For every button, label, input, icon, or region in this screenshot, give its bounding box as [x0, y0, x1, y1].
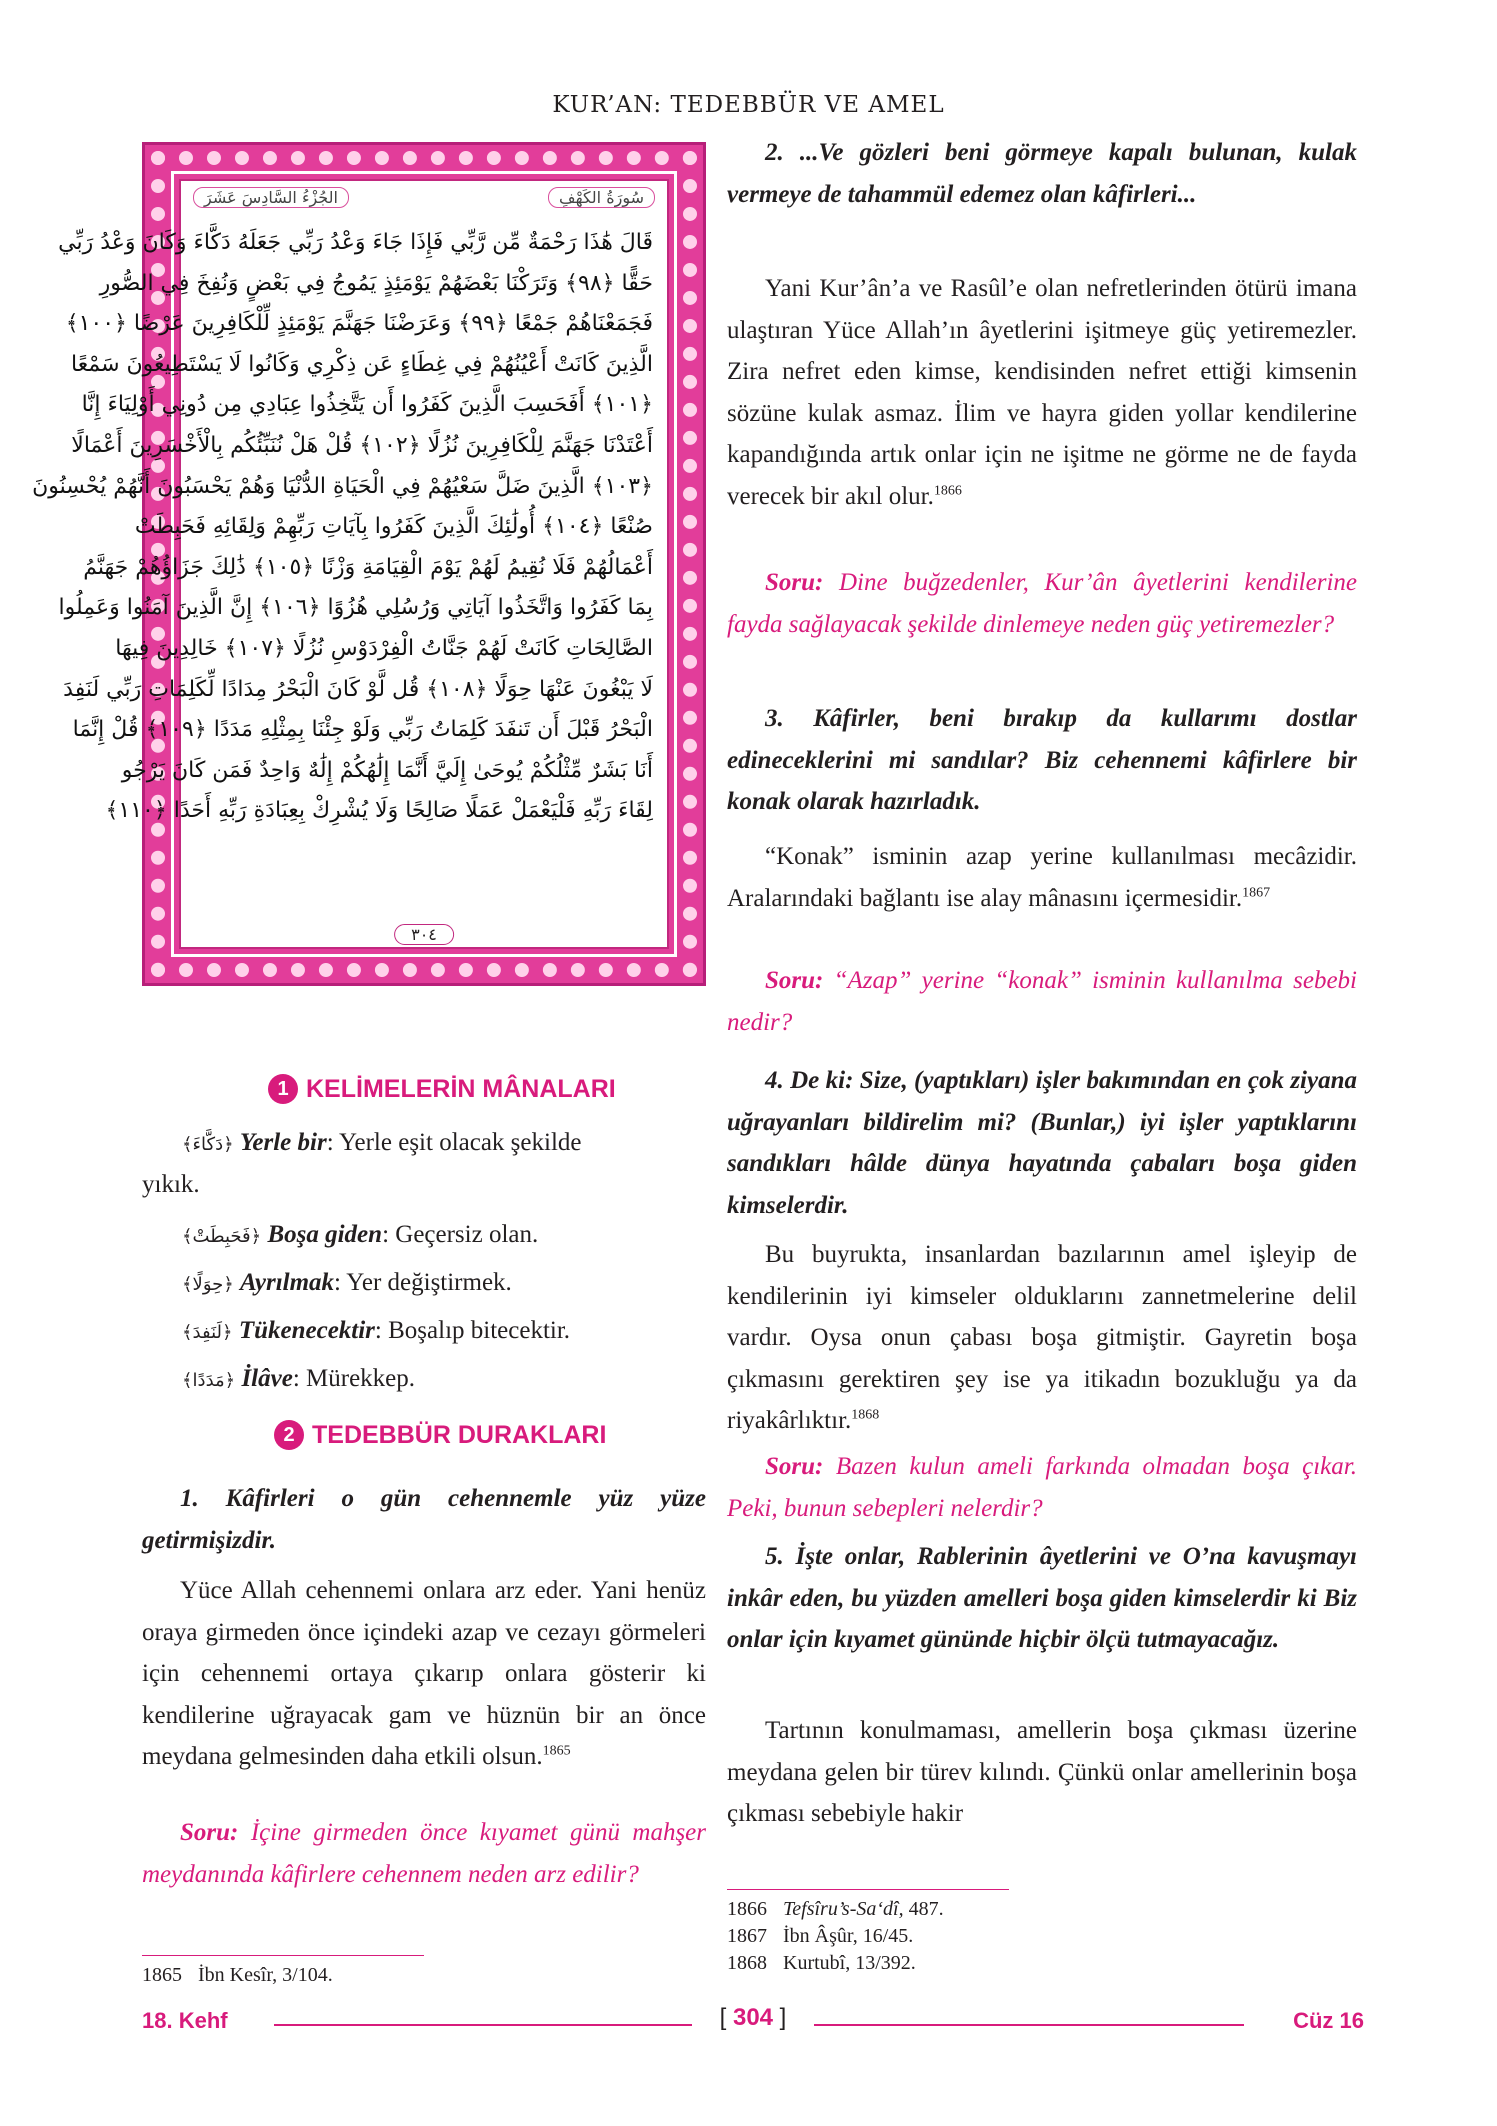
glossary-arabic: ﴿حِوَلًا﴾ [182, 1274, 234, 1295]
question-label: Soru: [180, 1819, 239, 1846]
quran-page-number: ٣٠٤ [394, 924, 454, 945]
commentary-5: Tartının konulmaması, amellerin boşa çıkması üzerine meydana gelen bir türev kılındı. Çünkü onlar amellerinin boşa çıkması sebebiyle hakir [727, 1717, 1357, 1827]
glossary-term: Boşa giden [267, 1221, 383, 1248]
question-text: Bazen kulun ameli farkında olmadan boşa çıkar. Peki, bunun sebepleri nelerdir? [727, 1453, 1357, 1522]
verse-heading-1: 1. Kâfirleri o gün cehennemle yüz yüze getirmişizdir. [142, 1485, 706, 1554]
commentary-2 [727, 268, 1357, 517]
glossary-meaning: : Mürekkep. [292, 1365, 416, 1392]
verse-heading-2: 2. ...Ve gözleri beni görmeye kapalı bulunan, kulak vermeye de tahammül edemez olan kâfirleri... [727, 139, 1357, 208]
quran-line: لِقَاءَ رَبِّهِ فَلْيَعْمَلْ عَمَلًا صَالِحًا وَلَا يُشْرِكْ بِعِبَادَةِ رَبِّهِ أَحَدًا ﴿١١٠﴾ [105, 798, 653, 824]
footer-surah: 18. Kehf [142, 2008, 228, 2033]
glossary-arabic: ﴿لَنَفِدَ﴾ [182, 1322, 233, 1343]
footnote-rule [142, 1955, 424, 1956]
commentary-text: Bu buyrukta, insanlardan bazılarının amel işleyip de kendilerinin iyi kimseler olduklarını zannetmelerine delil vardır. Oysa onun çabası boşa gitmiştir. Gayretin boşa çıkmasını gerektiren şey ise ya itikadın bozukluğu ya da riyakârlıktır. [727, 1241, 1357, 1434]
footnote-source: Tefsîru’s-Sa‘dî, [783, 1898, 904, 1920]
quran-line: صُنْعًا ﴿١٠٤﴾ أُولَٰئِكَ الَّذِينَ كَفَرُوا بِآيَاتِ رَبِّهِمْ وَلِقَائِهِ فَحَبِطَتْ [134, 514, 653, 540]
footnote-number: 1865 [142, 1964, 182, 1986]
section-heading-reflection-stops [274, 1420, 606, 1450]
section-number-badge: 1 [268, 1074, 298, 1104]
question-text: İçine girmeden önce kıyamet günü mahşer meydanında kâfirlere cehennem neden arz edilir? [142, 1819, 706, 1888]
glossary-entry-cont [142, 1164, 200, 1206]
question-label: Soru: [765, 569, 824, 596]
quran-line: أَعْتَدْنَا جَهَنَّمَ لِلْكَافِرِينَ نُزُلًا ﴿١٠٢﴾ قُلْ هَلْ نُنَبِّئُكُم بِالْأَخْسَرِينَ أَعْمَالًا [71, 432, 653, 458]
verse-heading-4: 4. De ki: Size, (yaptıkları) işler bakımından en çok ziyana uğrayanları bildirelim mi? (Bunlar,) iyi işler yaptıklarını sandıkları hâlde dünya hayatında çabaları boşa giden kimselerdir. [727, 1067, 1357, 1219]
verse-heading-3: 3. Kâfirler, beni bırakıp da kullarımı dostlar edineceklerini mi sandılar? Biz cehennemi kâfirlere bir konak olarak hazırladık. [727, 705, 1357, 815]
surah-name: سُورَةُ الكَهْفِ [548, 187, 655, 208]
commentary-text: Yüce Allah cehennemi onlara arz eder. Yani henüz oraya girmeden önce içindeki azap ve cezayı görmeleri için cehennemi ortaya çıkarıp onlara gösterir ki kendilerine uğrayacak gam ve hüznün bir an önce meydana gelmesinden daha etkili olsun. [142, 1577, 706, 1770]
footnote [727, 1950, 916, 1977]
glossary-term: Ayrılmak [240, 1269, 335, 1296]
quran-line: لَا يَبْغُونَ عَنْهَا حِوَلًا ﴿١٠٨﴾ قُل لَّوْ كَانَ الْبَحْرُ مِدَادًا لِّكَلِمَاتِ رَبِّي لَنَفِدَ [63, 676, 653, 702]
commentary-4 [727, 1234, 1357, 1442]
question-label: Soru: [765, 967, 824, 994]
bracket-open: [ [719, 2004, 733, 2031]
footnote-text: Kurtubî, 13/392. [783, 1952, 916, 1974]
section-title: KELİMELERİN MÂNALARI [306, 1074, 616, 1103]
section-heading-word-meanings [268, 1074, 616, 1104]
commentary-text: Yani Kur’ân’a ve Rasûl’e olan nefretlerinden ötürü imana ulaştıran Yüce Allah’ın âyetlerini işitmeye güç yetiremezler. Zira nefret eden kimse, kendisinden nefret ettiği kimsenin sözüne kulak asmaz. İlim ve hayra giden yollar kendilerine kapandığında artık onlar için ne işitme ne görme ne de fayda verecek bir akıl olur. [727, 275, 1357, 510]
quran-line: ﴿١٠٣﴾ الَّذِينَ ضَلَّ سَعْيُهُمْ فِي الْحَيَاةِ الدُّنْيَا وَهُمْ يَحْسَبُونَ أَنَّهُمْ يُحْسِنُونَ [32, 473, 653, 499]
commentary-3 [727, 836, 1357, 919]
footnote-ref: 1867 [1242, 885, 1271, 901]
glossary-meaning: : Yer değiştirmek. [334, 1269, 512, 1296]
footnote [727, 1896, 944, 1923]
section-number-badge: 2 [274, 1420, 304, 1450]
question-text: “Azap” yerine “konak” isminin kullanılma sebebi nedir? [727, 967, 1357, 1036]
quran-line: الصَّالِحَاتِ كَانَتْ لَهُمْ جَنَّاتُ الْفِرْدَوْسِ نُزُلًا ﴿١٠٧﴾ خَالِدِينَ فِيهَا [115, 635, 653, 661]
commentary-1 [142, 1570, 706, 1778]
question-1 [142, 1812, 706, 1895]
footnote [142, 1962, 333, 1989]
glossary-meaning: : Geçersiz olan. [382, 1221, 539, 1248]
quran-line: أَعْمَالُهُمْ فَلَا نُقِيمُ لَهُمْ يَوْمَ الْقِيَامَةِ وَزْنًا ﴿١٠٥﴾ ذَٰلِكَ جَزَاؤُهُمْ جَهَنَّمُ [83, 554, 653, 580]
footnote-ref: 1866 [933, 483, 962, 499]
footer-page-number [704, 2004, 802, 2032]
footnote-text: İbn Kesîr, 3/104. [198, 1964, 333, 1986]
running-head: KUR’AN: TEDEBBÜR VE AMEL [552, 92, 945, 118]
glossary-entry [182, 1122, 706, 1166]
glossary-entry [182, 1310, 570, 1354]
footer-rule-right [814, 2024, 1244, 2026]
quran-line: الَّذِينَ كَانَتْ أَعْيُنُهُمْ فِي غِطَاءٍ عَن ذِكْرِي وَكَانُوا لَا يَسْتَطِيعُونَ سَمْعًا [71, 351, 653, 377]
quran-text [32, 223, 653, 832]
footnote-rule [727, 1889, 1009, 1890]
quran-line: حَقًّا ﴿٩٨﴾ وَتَرَكْنَا بَعْضَهُمْ يَوْمَئِذٍ يَمُوجُ فِي بَعْضٍ وَنُفِخَ فِي الصُّورِ [99, 270, 653, 296]
question-label: Soru: [765, 1453, 824, 1480]
footer-juz: Cüz 16 [1293, 2008, 1364, 2033]
glossary-term: İlâve [241, 1365, 293, 1392]
section-title: TEDEBBÜR DURAKLARI [312, 1420, 607, 1449]
footnote-text: 487. [903, 1898, 944, 1920]
glossary-meaning: : Boşalıp bitecektir. [374, 1317, 571, 1344]
footnote [727, 1923, 913, 1950]
glossary-term: Tükenecektir [238, 1317, 375, 1344]
quran-line: بِمَا كَفَرُوا وَاتَّخَذُوا آيَاتِي وَرُسُلِي هُزُوًا ﴿١٠٦﴾ إِنَّ الَّذِينَ آمَنُوا وَعَمِلُوا [58, 595, 653, 621]
quran-line: الْبَحْرُ قَبْلَ أَن تَنفَدَ كَلِمَاتُ رَبِّي وَلَوْ جِئْنَا بِمِثْلِهِ مَدَدًا ﴿١٠٩﴾ قُلْ إِنَّمَا [72, 717, 653, 743]
quran-page-frame [32, 142, 706, 986]
question-text: Dine buğzedenler, Kur’ân âyetlerini kendilerine fayda sağlayacak şekilde dinlemeye neden güç yetiremezler? [727, 569, 1357, 638]
footnote-ref: 1868 [851, 1407, 880, 1423]
footer-rule-left [274, 2024, 692, 2026]
glossary-entry [182, 1262, 512, 1306]
glossary-term: Yerle bir [239, 1129, 327, 1156]
commentary-text: “Konak” isminin azap yerine kullanılması mecâzidir. Aralarındaki bağlantı ise alay mânasını içermesidir. [727, 843, 1357, 912]
quran-line: أَنَا بَشَرٌ مِّثْلُكُمْ يُوحَىٰ إِلَيَّ أَنَّمَا إِلَٰهُكُمْ إِلَٰهٌ وَاحِدٌ فَمَن كَانَ يَرْجُو [121, 757, 653, 783]
question-3 [727, 960, 1357, 1043]
glossary-arabic: ﴿مَدَدًا﴾ [182, 1370, 236, 1391]
footnote-number: 1866 [727, 1898, 767, 1920]
glossary-arabic: ﴿دَكَّاءَ﴾ [182, 1134, 234, 1155]
glossary-entry [182, 1358, 415, 1402]
footnote-text: İbn Âşûr, 16/45. [783, 1925, 914, 1947]
footnote-number: 1868 [727, 1952, 767, 1974]
glossary-meaning: : Yerle eşit olacak şekilde [326, 1129, 582, 1156]
question-4 [727, 1446, 1357, 1529]
bracket-close: ] [773, 2004, 787, 2031]
glossary-arabic: ﴿فَحَبِطَتْ﴾ [182, 1226, 262, 1247]
glossary-entry [182, 1214, 538, 1258]
quran-page-header [181, 185, 667, 215]
quran-page [32, 179, 669, 949]
juz-name: الجُزْءُ السَّادِسَ عَشَرَ [193, 187, 349, 208]
glossary-meaning: yıkık. [142, 1171, 200, 1198]
page-number: 304 [732, 2004, 774, 2031]
footnote-ref: 1865 [542, 1743, 571, 1759]
quran-line: ﴿١٠١﴾ أَفَحَسِبَ الَّذِينَ كَفَرُوا أَن يَتَّخِذُوا عِبَادِي مِن دُونِي أَوْلِيَاءَ إِنَّا [81, 392, 653, 418]
quran-line: قَالَ هَٰذَا رَحْمَةٌ مِّن رَّبِّي فَإِذَا جَاءَ وَعْدُ رَبِّي جَعَلَهُ دَكَّاءَ وَكَانَ وَعْدُ رَبِّي [58, 230, 653, 255]
question-2 [727, 562, 1357, 645]
footnote-number: 1867 [727, 1925, 767, 1947]
quran-line: فَجَمَعْنَاهُمْ جَمْعًا ﴿٩٩﴾ وَعَرَضْنَا جَهَنَّمَ يَوْمَئِذٍ لِّلْكَافِرِينَ عَرْضًا ﴿١٠٠﴾ [65, 311, 653, 337]
verse-heading-5: 5. İşte onlar, Rablerinin âyetlerini ve O’na kavuşmayı inkâr eden, bu yüzden amelleri boşa giden kimselerdir ki Biz onlar için kıyamet gününde hiçbir ölçü tutmayacağız. [727, 1543, 1357, 1653]
page-footer [142, 2004, 1364, 2040]
